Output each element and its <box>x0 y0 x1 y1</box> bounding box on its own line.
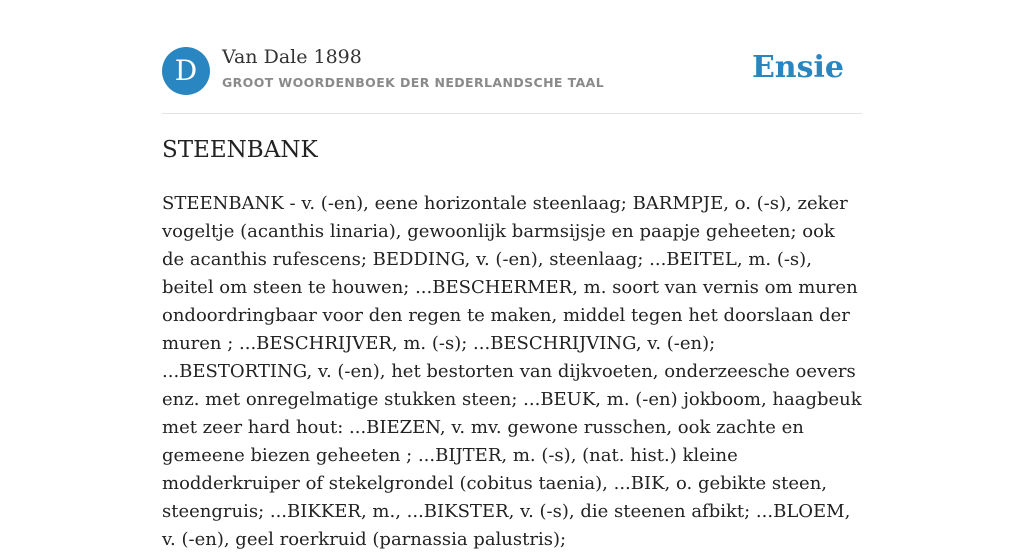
source-title[interactable]: Van Dale 1898 <box>222 46 362 68</box>
definition-text: STEENBANK - v. (-en), eene horizontale steenlaag; BARMPJE, o. (-s), zeker vogeltje (acanthis linaria), gewoonlijk barmsijsje en paapje geheeten; ook de acanthis rufescens; BEDDING, v. (-en), steenlaag; ...BEITEL, m. (-s), beitel om steen te houwen; ...BESCHERMER, m. soort van vernis om muren ondoordringbaar voor den regen te maken, middel tegen het doorslaan der muren ; ...BESCHRIJVER, m. (-s); ...BESCHRIJVING, v. (-en); ...BESTORTING, v. (-en), het bestorten van dijkvoeten, onderzeesche oevers enz. met onregelmatige stukken steen; ...BEUK, m. (-en) jokboom, haagbeuk met zeer hard hout: ...BIEZEN, v. mv. gewone russchen, ook zachte en gemeene biezen geheeten ; ...BIJTER, m. (-s), (nat. hist.) kleine modderkruiper of stekelgrondel (cobitus taenia), ...BIK, o. gebikte steen, steengruis; ...BIKKER, m., ...BIKSTER, v. (-s), die steenen afbikt; ...BLOEM, v. (-en), geel roerkruid (parnassia palustris); <box>162 193 862 550</box>
headword: STEENBANK <box>162 137 318 163</box>
dictionary-header <box>162 40 862 114</box>
source-subtitle: GROOT WOORDENBOEK DER NEDERLANDSCHE TAAL <box>222 75 605 90</box>
source-avatar[interactable]: D <box>162 47 210 95</box>
ensie-logo[interactable]: Ensie <box>751 50 844 85</box>
